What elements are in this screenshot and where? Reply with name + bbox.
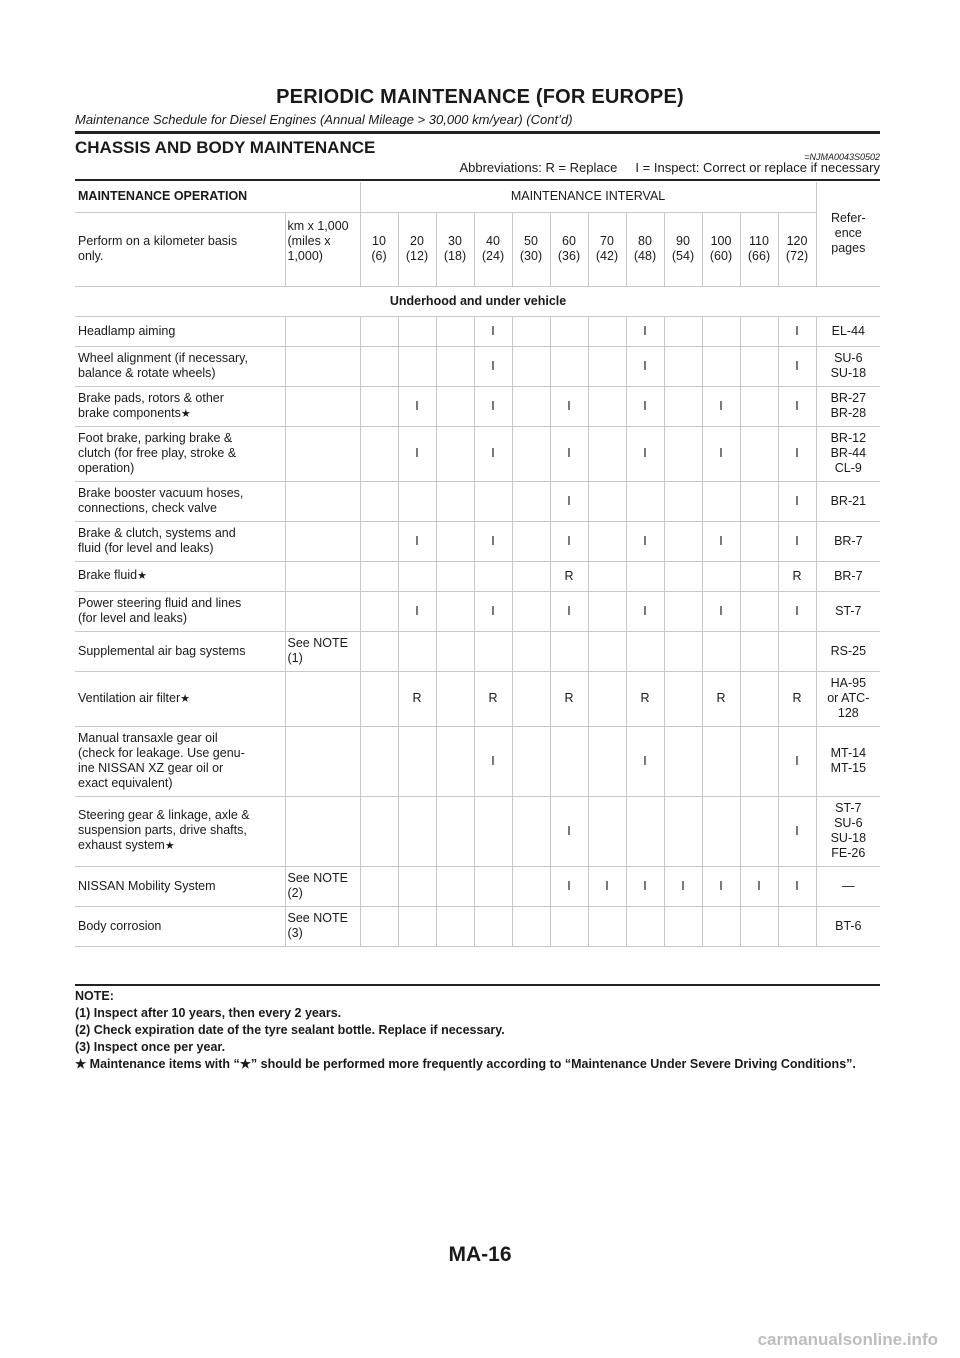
- interval-action-cell: I: [474, 386, 512, 426]
- interval-action-cell: I: [778, 386, 816, 426]
- interval-action-cell: [550, 906, 588, 946]
- interval-action-cell: [702, 481, 740, 521]
- interval-action-cell: [664, 316, 702, 346]
- interval-action-cell: [398, 481, 436, 521]
- note-reference-cell: [285, 426, 360, 481]
- interval-action-cell: [664, 906, 702, 946]
- header-unit: km x 1,000 (miles x 1,000): [285, 212, 360, 286]
- interval-action-cell: [664, 591, 702, 631]
- interval-action-cell: [778, 631, 816, 671]
- interval-action-cell: [512, 481, 550, 521]
- interval-action-cell: [588, 426, 626, 481]
- interval-action-cell: [550, 631, 588, 671]
- interval-action-cell: I: [550, 591, 588, 631]
- interval-action-cell: [360, 631, 398, 671]
- interval-header-cell: 20 (12): [398, 212, 436, 286]
- operation-label: Body corrosion: [78, 918, 162, 933]
- table-row: [75, 561, 880, 591]
- section-title: CHASSIS AND BODY MAINTENANCE: [75, 138, 376, 157]
- interval-action-cell: [398, 561, 436, 591]
- operation-cell: [75, 631, 285, 671]
- reference-pages-cell: BR-27 BR-28: [816, 386, 880, 426]
- note-2: (2) Check expiration date of the tyre sealant bottle. Replace if necessary.: [75, 1023, 505, 1037]
- reference-pages-cell: MT-14 MT-15: [816, 726, 880, 796]
- interval-action-cell: [702, 796, 740, 866]
- interval-action-cell: [588, 906, 626, 946]
- interval-action-cell: [398, 866, 436, 906]
- operation-label: Brake pads, rotors & other brake components: [78, 390, 224, 420]
- interval-action-cell: [740, 631, 778, 671]
- page-header-subtitle: Maintenance Schedule for Diesel Engines (Annual Mileage > 30,000 km/year) (Cont’d): [75, 112, 573, 127]
- operation-label: NISSAN Mobility System: [78, 878, 216, 893]
- interval-action-cell: I: [550, 866, 588, 906]
- note-reference-cell: [285, 796, 360, 866]
- interval-action-cell: [436, 591, 474, 631]
- interval-header-cell: 60 (36): [550, 212, 588, 286]
- interval-action-cell: [398, 906, 436, 946]
- operation-cell: [75, 521, 285, 561]
- interval-action-cell: [740, 906, 778, 946]
- interval-action-cell: I: [702, 426, 740, 481]
- interval-action-cell: I: [626, 591, 664, 631]
- interval-action-cell: [398, 726, 436, 796]
- interval-action-cell: [474, 866, 512, 906]
- interval-action-cell: I: [550, 521, 588, 561]
- interval-action-cell: [474, 631, 512, 671]
- interval-action-cell: [360, 591, 398, 631]
- interval-action-cell: [550, 316, 588, 346]
- interval-action-cell: [512, 346, 550, 386]
- interval-action-cell: [626, 481, 664, 521]
- table-row: [75, 866, 880, 906]
- interval-action-cell: [588, 346, 626, 386]
- interval-action-cell: [702, 561, 740, 591]
- interval-action-cell: [474, 906, 512, 946]
- interval-action-cell: I: [398, 386, 436, 426]
- interval-action-cell: R: [550, 671, 588, 726]
- interval-action-cell: I: [474, 426, 512, 481]
- interval-action-cell: I: [550, 796, 588, 866]
- interval-header-cell: 80 (48): [626, 212, 664, 286]
- interval-action-cell: [360, 671, 398, 726]
- operation-label: Foot brake, parking brake & clutch (for free play, stroke & operation): [78, 431, 237, 475]
- interval-action-cell: [512, 866, 550, 906]
- operation-label: Brake & clutch, systems and fluid (for level and leaks): [78, 526, 236, 555]
- interval-action-cell: [398, 346, 436, 386]
- reference-pages-cell: RS-25: [816, 631, 880, 671]
- interval-action-cell: [740, 796, 778, 866]
- section-rule: [75, 179, 880, 181]
- interval-action-cell: [588, 671, 626, 726]
- interval-action-cell: [512, 726, 550, 796]
- interval-action-cell: I: [550, 426, 588, 481]
- interval-action-cell: [360, 866, 398, 906]
- interval-action-cell: [702, 906, 740, 946]
- interval-action-cell: [626, 796, 664, 866]
- interval-action-cell: [398, 316, 436, 346]
- interval-action-cell: [740, 386, 778, 426]
- header-reference-pages: Refer- ence pages: [816, 182, 880, 286]
- interval-action-cell: [740, 346, 778, 386]
- interval-action-cell: I: [588, 866, 626, 906]
- interval-action-cell: [588, 481, 626, 521]
- operation-label: Ventilation air filter: [78, 690, 181, 705]
- maintenance-schedule-table: [75, 182, 880, 947]
- operation-cell: [75, 866, 285, 906]
- interval-action-cell: [436, 561, 474, 591]
- interval-action-cell: [588, 521, 626, 561]
- table-row: [75, 521, 880, 561]
- table-row: [75, 591, 880, 631]
- interval-action-cell: R: [778, 671, 816, 726]
- interval-action-cell: [740, 591, 778, 631]
- interval-header-cell: 120 (72): [778, 212, 816, 286]
- table-row: [75, 426, 880, 481]
- interval-header-cell: 10 (6): [360, 212, 398, 286]
- table-row: [75, 316, 880, 346]
- interval-action-cell: [436, 866, 474, 906]
- interval-action-cell: I: [778, 481, 816, 521]
- interval-header-cell: 30 (18): [436, 212, 474, 286]
- interval-action-cell: [512, 386, 550, 426]
- operation-cell: [75, 346, 285, 386]
- interval-action-cell: [740, 316, 778, 346]
- interval-action-cell: R: [474, 671, 512, 726]
- interval-action-cell: [436, 481, 474, 521]
- severe-condition-star-icon: [180, 691, 190, 705]
- watermark: carmanualsonline.info: [757, 1330, 938, 1349]
- interval-action-cell: I: [474, 591, 512, 631]
- interval-action-cell: [740, 426, 778, 481]
- interval-action-cell: I: [398, 426, 436, 481]
- reference-pages-cell: SU-6 SU-18: [816, 346, 880, 386]
- note-reference-cell: [285, 561, 360, 591]
- interval-action-cell: R: [550, 561, 588, 591]
- interval-action-cell: I: [702, 386, 740, 426]
- reference-pages-cell: BR-12 BR-44 CL-9: [816, 426, 880, 481]
- interval-action-cell: [474, 796, 512, 866]
- interval-action-cell: [436, 726, 474, 796]
- note-reference-cell: [285, 671, 360, 726]
- interval-action-cell: I: [550, 386, 588, 426]
- interval-action-cell: [550, 726, 588, 796]
- interval-action-cell: [512, 671, 550, 726]
- operation-label: Manual transaxle gear oil (check for leakage. Use genu- ine NISSAN XZ gear oil or exact equivalent): [78, 731, 245, 790]
- interval-header-cell: 40 (24): [474, 212, 512, 286]
- interval-action-cell: I: [702, 591, 740, 631]
- interval-action-cell: [664, 631, 702, 671]
- operation-cell: [75, 481, 285, 521]
- interval-action-cell: [664, 561, 702, 591]
- interval-action-cell: [436, 386, 474, 426]
- interval-action-cell: [702, 726, 740, 796]
- interval-action-cell: [512, 426, 550, 481]
- interval-action-cell: [588, 726, 626, 796]
- interval-action-cell: [740, 561, 778, 591]
- interval-action-cell: [740, 671, 778, 726]
- interval-action-cell: [702, 631, 740, 671]
- interval-action-cell: [664, 726, 702, 796]
- note-reference-cell: [285, 521, 360, 561]
- header-operation: MAINTENANCE OPERATION: [75, 182, 360, 212]
- interval-action-cell: I: [778, 521, 816, 561]
- interval-action-cell: I: [474, 726, 512, 796]
- interval-action-cell: [436, 521, 474, 561]
- table-row: [75, 481, 880, 521]
- interval-action-cell: I: [702, 866, 740, 906]
- interval-action-cell: I: [702, 521, 740, 561]
- interval-action-cell: [512, 796, 550, 866]
- interval-action-cell: [436, 316, 474, 346]
- interval-action-cell: [474, 561, 512, 591]
- interval-header-cell: 90 (54): [664, 212, 702, 286]
- interval-action-cell: [512, 906, 550, 946]
- note-reference-cell: See NOTE (2): [285, 866, 360, 906]
- interval-action-cell: R: [702, 671, 740, 726]
- interval-action-cell: [360, 906, 398, 946]
- interval-action-cell: I: [626, 316, 664, 346]
- interval-action-cell: I: [626, 426, 664, 481]
- interval-header-cell: 70 (42): [588, 212, 626, 286]
- reference-pages-cell: —: [816, 866, 880, 906]
- severe-condition-star-icon: [137, 568, 147, 582]
- abbreviations-legend: Abbreviations: R = Replace I = Inspect: Correct or replace if necessary: [459, 160, 880, 175]
- interval-action-cell: [664, 521, 702, 561]
- interval-action-cell: [588, 631, 626, 671]
- table-row: [75, 386, 880, 426]
- interval-action-cell: I: [550, 481, 588, 521]
- reference-pages-cell: ST-7: [816, 591, 880, 631]
- interval-action-cell: I: [398, 591, 436, 631]
- interval-action-cell: I: [626, 726, 664, 796]
- table-row: [75, 796, 880, 866]
- group-header: Underhood and under vehicle: [75, 286, 880, 316]
- interval-action-cell: I: [778, 346, 816, 386]
- note-heading: NOTE:: [75, 989, 114, 1003]
- interval-action-cell: I: [778, 796, 816, 866]
- interval-header-cell: 110 (66): [740, 212, 778, 286]
- interval-action-cell: I: [398, 521, 436, 561]
- interval-action-cell: I: [778, 866, 816, 906]
- interval-action-cell: I: [626, 521, 664, 561]
- operation-cell: [75, 591, 285, 631]
- interval-action-cell: [512, 521, 550, 561]
- interval-action-cell: [588, 316, 626, 346]
- interval-action-cell: [398, 631, 436, 671]
- operation-label: Steering gear & linkage, axle & suspension parts, drive shafts, exhaust system: [78, 808, 250, 852]
- note-reference-cell: [285, 346, 360, 386]
- interval-action-cell: [626, 561, 664, 591]
- interval-action-cell: [550, 346, 588, 386]
- interval-action-cell: [702, 346, 740, 386]
- table-row: [75, 346, 880, 386]
- interval-action-cell: [588, 796, 626, 866]
- reference-pages-cell: EL-44: [816, 316, 880, 346]
- note-star: ★ Maintenance items with “★” should be performed more frequently according to “Maintenance Under Severe Driving Conditions”.: [75, 1057, 856, 1071]
- interval-action-cell: [664, 671, 702, 726]
- interval-action-cell: I: [474, 346, 512, 386]
- note-reference-cell: [285, 481, 360, 521]
- header-kilometer-basis: Perform on a kilometer basis only.: [75, 212, 285, 286]
- interval-action-cell: [664, 426, 702, 481]
- interval-action-cell: [664, 386, 702, 426]
- interval-action-cell: I: [778, 316, 816, 346]
- page-number: MA-16: [448, 1243, 512, 1266]
- reference-pages-cell: BT-6: [816, 906, 880, 946]
- interval-action-cell: [360, 481, 398, 521]
- interval-action-cell: [588, 561, 626, 591]
- section-code: =NJMA0043S0502: [804, 152, 880, 162]
- interval-action-cell: [740, 726, 778, 796]
- interval-action-cell: R: [626, 671, 664, 726]
- operation-cell: [75, 426, 285, 481]
- interval-action-cell: [436, 631, 474, 671]
- table-row: [75, 631, 880, 671]
- interval-action-cell: [512, 316, 550, 346]
- note-1: (1) Inspect after 10 years, then every 2 years.: [75, 1006, 342, 1020]
- operation-label: Headlamp aiming: [78, 323, 176, 338]
- interval-action-cell: I: [778, 726, 816, 796]
- operation-label: Brake booster vacuum hoses, connections, check valve: [78, 486, 244, 515]
- note-reference-cell: See NOTE (1): [285, 631, 360, 671]
- note-reference-cell: [285, 591, 360, 631]
- severe-condition-star-icon: [181, 406, 191, 420]
- interval-action-cell: [588, 386, 626, 426]
- interval-action-cell: I: [626, 866, 664, 906]
- interval-action-cell: [360, 521, 398, 561]
- interval-action-cell: [398, 796, 436, 866]
- interval-action-cell: [360, 426, 398, 481]
- interval-action-cell: [436, 346, 474, 386]
- operation-cell: [75, 671, 285, 726]
- interval-action-cell: I: [626, 346, 664, 386]
- interval-action-cell: [360, 316, 398, 346]
- interval-action-cell: [436, 426, 474, 481]
- interval-action-cell: [626, 906, 664, 946]
- interval-action-cell: [360, 726, 398, 796]
- interval-action-cell: [626, 631, 664, 671]
- page-header-title: PERIODIC MAINTENANCE (FOR EUROPE): [276, 86, 684, 108]
- interval-action-cell: I: [778, 591, 816, 631]
- operation-label: Wheel alignment (if necessary, balance & rotate wheels): [78, 351, 248, 380]
- interval-action-cell: [360, 386, 398, 426]
- interval-action-cell: I: [740, 866, 778, 906]
- interval-action-cell: [512, 591, 550, 631]
- header-rule: [75, 131, 880, 134]
- operation-cell: [75, 726, 285, 796]
- operation-cell: [75, 796, 285, 866]
- table-row: [75, 726, 880, 796]
- reference-pages-cell: BR-21: [816, 481, 880, 521]
- table-bottom-rule: [75, 984, 880, 986]
- interval-header-cell: 50 (30): [512, 212, 550, 286]
- interval-action-cell: [664, 346, 702, 386]
- interval-action-cell: [474, 481, 512, 521]
- interval-action-cell: R: [398, 671, 436, 726]
- header-interval: MAINTENANCE INTERVAL: [360, 182, 816, 212]
- operation-label: Supplemental air bag systems: [78, 643, 246, 658]
- interval-header-cell: 100 (60): [702, 212, 740, 286]
- note-reference-cell: See NOTE (3): [285, 906, 360, 946]
- operation-label: Power steering fluid and lines (for level and leaks): [78, 596, 242, 625]
- reference-pages-cell: BR-7: [816, 561, 880, 591]
- interval-action-cell: [778, 906, 816, 946]
- interval-action-cell: I: [474, 316, 512, 346]
- interval-action-cell: [436, 906, 474, 946]
- notes-block: [75, 988, 880, 1073]
- table-row: [75, 671, 880, 726]
- interval-action-cell: [512, 631, 550, 671]
- interval-action-cell: [436, 671, 474, 726]
- operation-cell: [75, 316, 285, 346]
- interval-action-cell: [702, 316, 740, 346]
- operation-cell: [75, 386, 285, 426]
- interval-action-cell: [360, 561, 398, 591]
- table-row: [75, 906, 880, 946]
- reference-pages-cell: ST-7 SU-6 SU-18 FE-26: [816, 796, 880, 866]
- note-3: (3) Inspect once per year.: [75, 1040, 226, 1054]
- note-reference-cell: [285, 726, 360, 796]
- interval-action-cell: I: [664, 866, 702, 906]
- operation-cell: [75, 906, 285, 946]
- interval-action-cell: [360, 346, 398, 386]
- interval-action-cell: [512, 561, 550, 591]
- operation-label: Brake fluid: [78, 568, 138, 582]
- operation-cell: [75, 561, 285, 591]
- interval-action-cell: [664, 481, 702, 521]
- reference-pages-cell: HA-95 or ATC- 128: [816, 671, 880, 726]
- interval-action-cell: [360, 796, 398, 866]
- severe-condition-star-icon: [165, 838, 175, 852]
- note-reference-cell: [285, 386, 360, 426]
- interval-action-cell: I: [778, 426, 816, 481]
- reference-pages-cell: BR-7: [816, 521, 880, 561]
- interval-action-cell: R: [778, 561, 816, 591]
- interval-action-cell: [664, 796, 702, 866]
- interval-action-cell: [588, 591, 626, 631]
- interval-action-cell: I: [626, 386, 664, 426]
- note-reference-cell: [285, 316, 360, 346]
- interval-action-cell: [740, 481, 778, 521]
- interval-action-cell: I: [474, 521, 512, 561]
- interval-action-cell: [740, 521, 778, 561]
- interval-action-cell: [436, 796, 474, 866]
